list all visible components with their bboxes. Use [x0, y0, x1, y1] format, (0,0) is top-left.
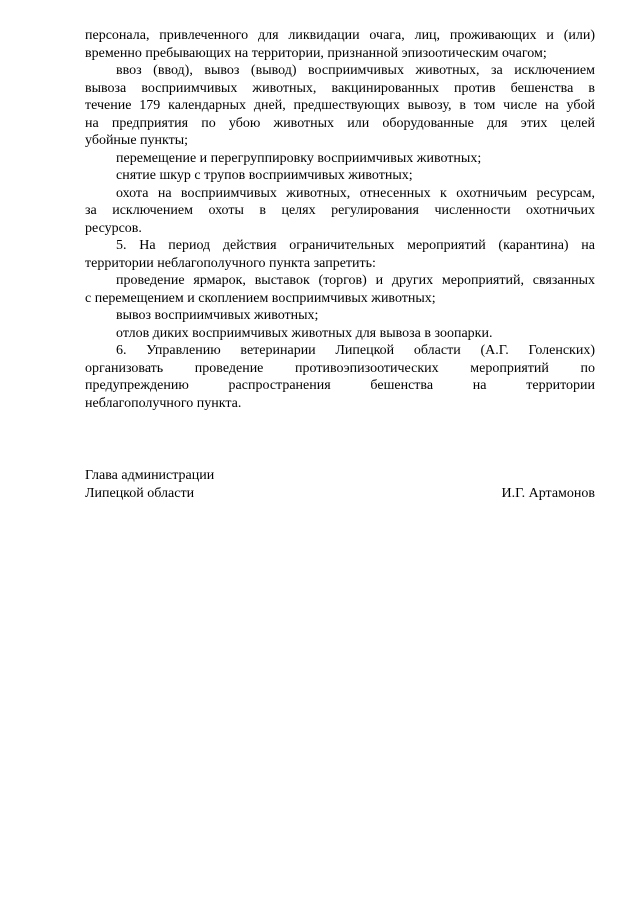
paragraph-item-6 [85, 342, 595, 412]
document-body [85, 27, 595, 412]
text-line: временно пребывающих на территории, признанной эпизоотическим очагом; [85, 45, 547, 61]
text-line: организовать проведение противоэпизоотических мероприятий по [85, 360, 595, 376]
signatory-region: Липецкой области [85, 485, 195, 501]
signature-row [85, 485, 595, 503]
text-line: ресурсов. [85, 220, 142, 236]
text-line: перемещение и перегруппировку восприимчивых животных; [116, 150, 482, 166]
paragraph-hunting [85, 185, 595, 238]
text-line: проведение ярмарок, выставок (торгов) и других мероприятий, связанных [116, 273, 595, 288]
text-line: ввоз (ввод), вывоз (вывод) восприимчивых животных, за исключением [116, 63, 595, 78]
signatory-title: Глава администрации [85, 468, 215, 483]
signatory-name: И.Г. Артамонов [501, 485, 595, 501]
paragraph-trapping [85, 325, 595, 343]
paragraph-item-5 [85, 237, 595, 272]
text-line: 5. На период действия ограничительных мероприятий (карантина) на [116, 238, 595, 253]
text-line: персонала, привлеченного для ликвидации очага, лиц, проживающих и (или) [85, 28, 595, 43]
signature-block [85, 467, 595, 502]
text-line: 6. Управлению ветеринарии Липецкой области (А.Г. Голенских) [116, 343, 595, 358]
text-line: вывоза восприимчивых животных, вакцинированных против бешенства в [85, 80, 595, 96]
text-line: охота на восприимчивых животных, отнесенных к охотничьим ресурсам, [116, 185, 595, 201]
paragraph-import-export [85, 62, 595, 150]
text-line: вывоз восприимчивых животных; [116, 308, 319, 323]
paragraph-skinning [85, 167, 595, 185]
text-line: с перемещением и скоплением восприимчивых животных; [85, 290, 436, 306]
text-line: отлов диких восприимчивых животных для вывоза в зоопарки. [116, 325, 493, 341]
paragraph-export-ban [85, 307, 595, 325]
text-line: территории неблагополучного пункта запретить: [85, 255, 376, 271]
paragraph-fairs [85, 272, 595, 307]
text-line: неблагополучного пункта. [85, 395, 242, 411]
text-line: течение 179 календарных дней, предшествующих вывозу, в том числе на убой [85, 98, 595, 113]
text-line: снятие шкур с трупов восприимчивых животных; [116, 168, 413, 183]
text-line: предупреждению распространения бешенства на территории [85, 378, 595, 393]
paragraph-personnel [85, 27, 595, 62]
text-line: на предприятия по убою животных или оборудованные для этих целей [85, 115, 595, 131]
text-line: за исключением охоты в целях регулирования численности охотничьих [85, 203, 595, 218]
paragraph-relocation [85, 150, 595, 168]
text-line: убойные пункты; [85, 133, 189, 148]
